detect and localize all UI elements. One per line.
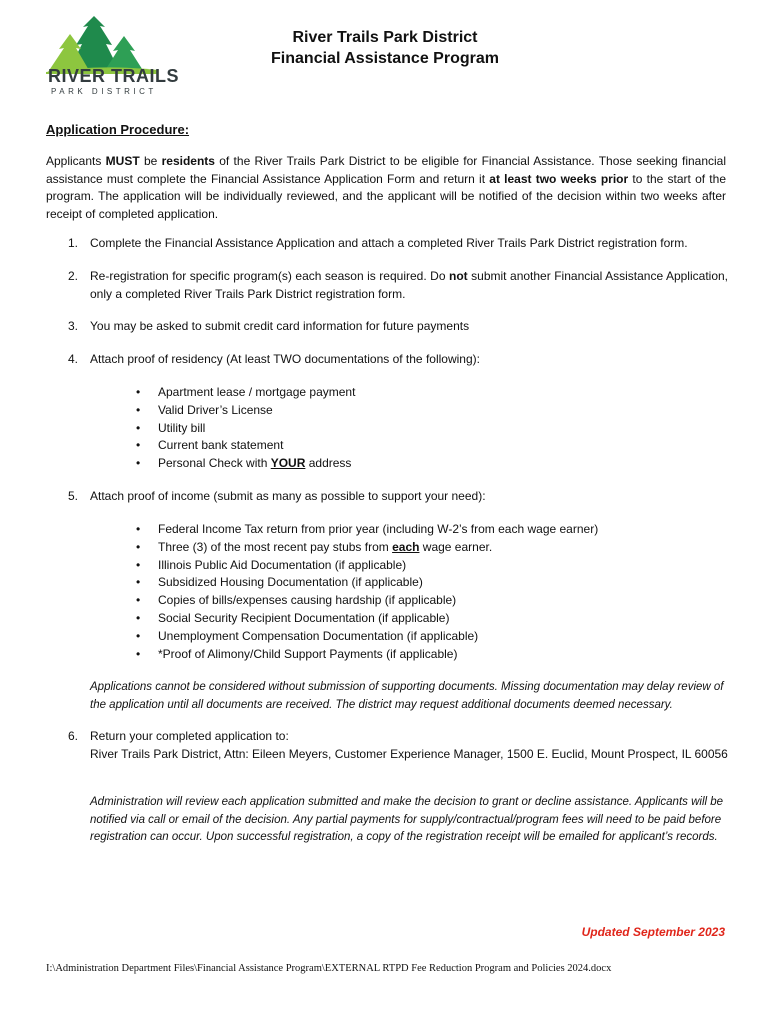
title-line-2: Financial Assistance Program	[271, 50, 499, 67]
step-6: 6. Return your completed application to: River Trails Park District, Attn: Eileen Meyers, Customer Experience Manager, 1500 E. Euclid, Mount Prospect, IL 60056	[68, 728, 728, 763]
must-emphasis: MUST	[105, 154, 140, 168]
list-item: • Personal Check with YOUR address	[136, 456, 352, 471]
documents-note: Applications cannot be considered without submission of supporting documents. Missing documentation may delay review of the application until all documents are received. The district may request additional documents deemed necessary.	[90, 681, 724, 711]
list-item: • Illinois Public Aid Documentation (if applicable)	[136, 557, 407, 572]
logo-subtitle: PARK DISTRICT	[51, 87, 157, 96]
step-5: 5. Attach proof of income (submit as many as possible to support your need):	[68, 489, 486, 503]
section-heading: Application Procedure:	[46, 122, 190, 137]
step-1: 1. Complete the Financial Assistance Application and attach a completed River Trails Park District registration form.	[68, 236, 688, 250]
list-item: • *Proof of Alimony/Child Support Payments (if applicable)	[136, 646, 458, 661]
list-item: • Unemployment Compensation Documentation (if applicable)	[136, 628, 479, 643]
residency-list	[136, 384, 355, 473]
residents-emphasis: residents	[161, 154, 215, 168]
list-item: • Subsidized Housing Documentation (if applicable)	[136, 575, 423, 590]
step-2: 2. Re-registration for specific program(s) each season is required. Do not submit another Financial Assistance Application, only a completed River Trails Park District registration form.	[68, 269, 728, 301]
mailing-address: River Trails Park District, Attn: Eileen Meyers, Customer Experience Manager, 1500 E. Euclid, Mount Prospect, IL 60056	[90, 746, 728, 761]
page-title	[0, 27, 770, 69]
list-item: • Copies of bills/expenses causing hardship (if applicable)	[136, 593, 457, 608]
return-instruction: Return your completed application to:	[90, 729, 289, 743]
step-3: 3. You may be asked to submit credit card information for future payments	[68, 319, 470, 333]
intro-paragraph: Applicants MUST be residents of the River Trails Park District to be eligible for Financial Assistance. Those seeking financial assistance must complete the Financial Assistance Application Form and return it at least two weeks prior to the start of the program. The application will be individually reviewed, and the applicant will be notified of the decision within two weeks after receipt of completed application.	[46, 154, 727, 221]
list-item: • Valid Driver’s License	[136, 402, 273, 417]
list-item: • Federal Income Tax return from prior year (including W-2’s from each wage earner)	[136, 522, 599, 536]
logo-name: RIVER TRAILS	[48, 66, 180, 86]
admin-note: Administration will review each application submitted and make the decision to grant or decline assistance. Applicants will be notified via call or email of the decision. Any partial payments for supply/contractual/program fees will need to be paid before registration can occur. Upon successful registration, a copy of the registration receipt will be emailed for applicant’s records.	[90, 796, 724, 843]
list-item: • Utility bill	[136, 420, 206, 435]
list-item: • Apartment lease / mortgage payment	[136, 385, 356, 399]
two-weeks-emphasis: at least two weeks prior	[489, 171, 629, 186]
list-item: • Social Security Recipient Documentation (if applicable)	[136, 610, 450, 625]
updated-date: Updated September 2023	[581, 925, 725, 939]
file-path-footer: I:\Administration Department Files\Financial Assistance Program\EXTERNAL RTPD Fee Reduction Program and Policies 2024.docx	[46, 963, 612, 974]
income-list	[136, 521, 598, 663]
step-4: 4. Attach proof of residency (At least TWO documentations of the following):	[68, 352, 480, 366]
title-line-1: River Trails Park District	[292, 29, 478, 46]
list-item: • Current bank statement	[136, 438, 284, 453]
list-item: • Three (3) of the most recent pay stubs from each wage earner.	[136, 539, 493, 554]
